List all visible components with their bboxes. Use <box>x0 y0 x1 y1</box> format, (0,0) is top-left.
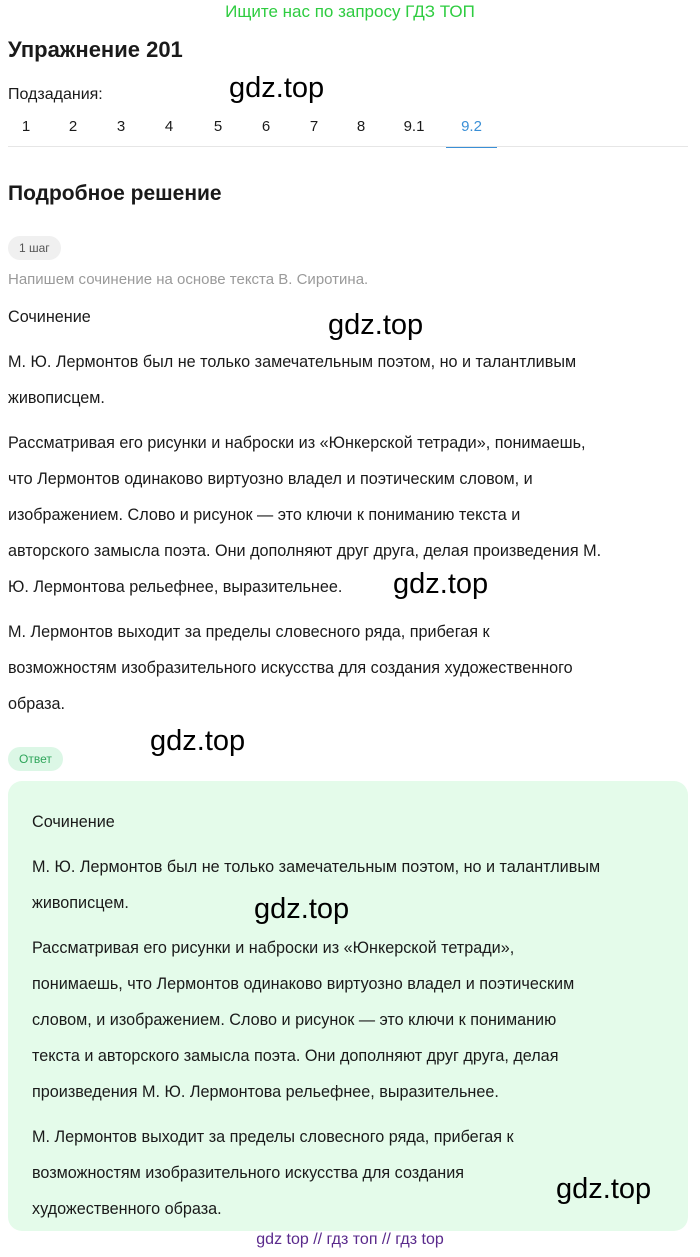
watermark: gdz.top <box>393 568 489 600</box>
watermark: gdz.top <box>328 309 424 341</box>
subtask-tabs <box>0 112 700 148</box>
answer-line: художественного образа. <box>32 1200 222 1218</box>
answer-line: понимаешь, что Лермонтов одинаково виртуозно владел и поэтическим <box>32 975 575 993</box>
answer-line: произведения М. Ю. Лермонтова рельефнее, выразительнее. <box>32 1083 499 1101</box>
solution-line: живописцем. <box>8 389 105 407</box>
watermark: gdz.top <box>150 725 246 757</box>
solution-line: возможностям изобразительного искусства для создания художественного <box>8 659 573 677</box>
solution-title: Подробное решение <box>8 182 222 205</box>
subtask-tab-5[interactable]: 5 <box>213 118 223 135</box>
solution-line: что Лермонтов одинаково виртуозно владел и поэтическим словом, и <box>8 470 533 488</box>
solution-line: изображением. Слово и рисунок — это ключи к пониманию текста и <box>8 506 521 524</box>
search-banner: Ищите нас по запросу ГДЗ ТОП <box>225 2 475 21</box>
subtasks-label: Подзадания: <box>8 86 103 103</box>
answer-heading: Сочинение <box>32 813 115 831</box>
step-hint: Напишем сочинение на основе текста В. Сиротина. <box>8 271 369 288</box>
subtask-tab-1[interactable]: 1 <box>21 118 31 135</box>
subtask-tab-7[interactable]: 7 <box>309 118 319 135</box>
solution-line: Ю. Лермонтова рельефнее, выразительнее. <box>8 578 343 596</box>
answer-line: возможностям изобразительного искусства для создания <box>32 1164 465 1182</box>
answer-line: словом, и изображением. Слово и рисунок — это ключи к пониманию <box>32 1011 557 1029</box>
watermark: gdz.top <box>556 1173 652 1205</box>
solution-line: авторского замысла поэта. Они дополняют друг друга, делая произведения М. <box>8 542 602 560</box>
answer-line: М. Лермонтов выходит за пределы словесного ряда, прибегая к <box>32 1128 514 1146</box>
answer-badge: Ответ <box>8 747 63 771</box>
watermark: gdz.top <box>254 893 350 925</box>
answer-line: М. Ю. Лермонтов был не только замечательным поэтом, но и талантливым <box>32 858 601 876</box>
page-title: Упражнение 201 <box>8 37 183 62</box>
solution-line: образа. <box>8 695 66 713</box>
subtask-tab-8[interactable]: 8 <box>356 118 366 135</box>
footer-links: gdz top // гдз топ // гдз top <box>256 1231 444 1248</box>
subtask-tab-9-2[interactable]: 9.2 <box>446 112 497 148</box>
subtask-tab-3[interactable]: 3 <box>116 118 126 135</box>
subtask-tab-2[interactable]: 2 <box>68 118 78 135</box>
subtask-tab-4[interactable]: 4 <box>164 118 174 135</box>
subtask-tab-9-1[interactable]: 9.1 <box>403 118 425 135</box>
solution-heading: Сочинение <box>8 308 91 326</box>
answer-line: текста и авторского замысла поэта. Они дополняют друг друга, делая <box>32 1047 559 1065</box>
solution-line: Рассматривая его рисунки и наброски из «Юнкерской тетради», понимаешь, <box>8 434 586 452</box>
tabs-divider <box>8 146 688 147</box>
solution-line: М. Лермонтов выходит за пределы словесного ряда, прибегая к <box>8 623 490 641</box>
subtask-tab-6[interactable]: 6 <box>261 118 271 135</box>
solution-line: М. Ю. Лермонтов был не только замечательным поэтом, но и талантливым <box>8 353 577 371</box>
answer-line: Рассматривая его рисунки и наброски из «Юнкерской тетради», <box>32 939 515 957</box>
step-badge: 1 шаг <box>8 236 61 260</box>
answer-line: живописцем. <box>32 894 129 912</box>
watermark: gdz.top <box>229 72 325 104</box>
